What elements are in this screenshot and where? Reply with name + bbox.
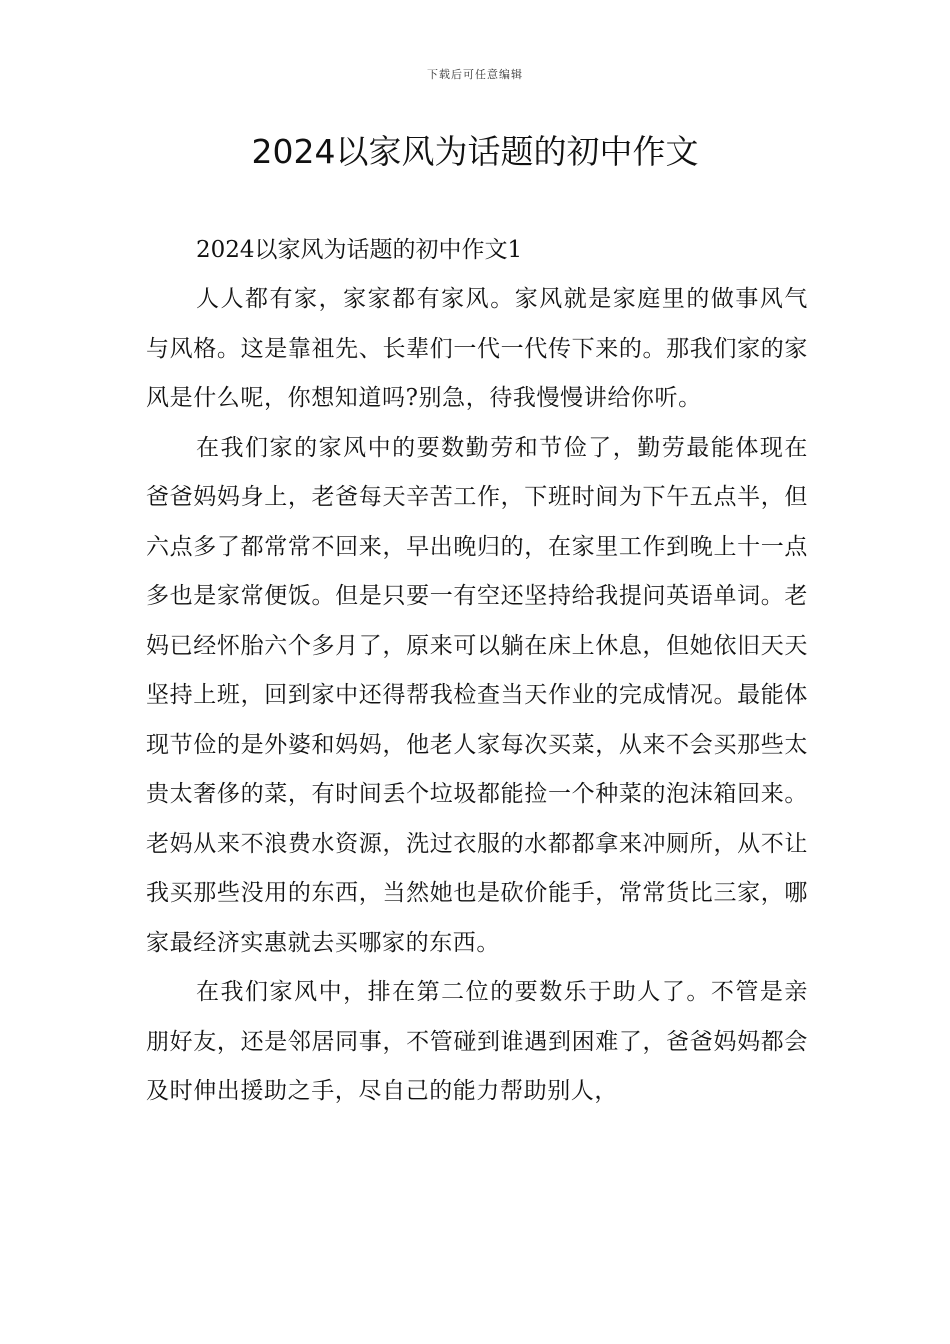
paragraph-2: 在我们家的家风中的要数勤劳和节俭了，勤劳最能体现在爸爸妈妈身上，老爸每天辛苦工作，下班时间为下午五点半，但六点多了都常常不回来，早出晚归的，在家里工作到晚上十一点多也是家常便饭。但是只要一有空还坚持给我提问英语单词。老妈已经怀胎六个多月了，原来可以躺在床上休息，但她依旧天天坚持上班，回到家中还得帮我检查当天作业的完成情况。最能体现节俭的是外婆和妈妈，他老人家每次买菜，从来不会买那些太贵太奢侈的菜，有时间丢个垃圾都能捡一个种菜的泡沫箱回来。老妈从来不浪费水资源，洗过衣服的水都都拿来冲厕所，从不让我买那些没用的东西，当然她也是砍价能手，常常货比三家，哪家最经济实惠就去买哪家的东西。 xyxy=(146,434,808,956)
essay-subtitle: 2024以家风为话题的初中作文1 xyxy=(196,237,523,263)
paragraph-1: 人人都有家，家家都有家风。家风就是家庭里的做事风气与风格。这是靠祖先、长辈们一代一代传下来的。那我们家的家风是什么呢，你想知道吗?别急，待我慢慢讲给你听。 xyxy=(146,286,808,411)
header-note: 下载后可任意编辑 xyxy=(427,68,523,81)
paragraph-3: 在我们家风中，排在第二位的要数乐于助人了。不管是亲朋好友，还是邻居同事，不管碰到谁遇到困难了，爸爸妈妈都会及时伸出援助之手，尽自己的能力帮助别人， xyxy=(146,979,808,1104)
document-title: 2024以家风为话题的初中作文 xyxy=(251,132,699,171)
essay-body xyxy=(146,226,808,1117)
